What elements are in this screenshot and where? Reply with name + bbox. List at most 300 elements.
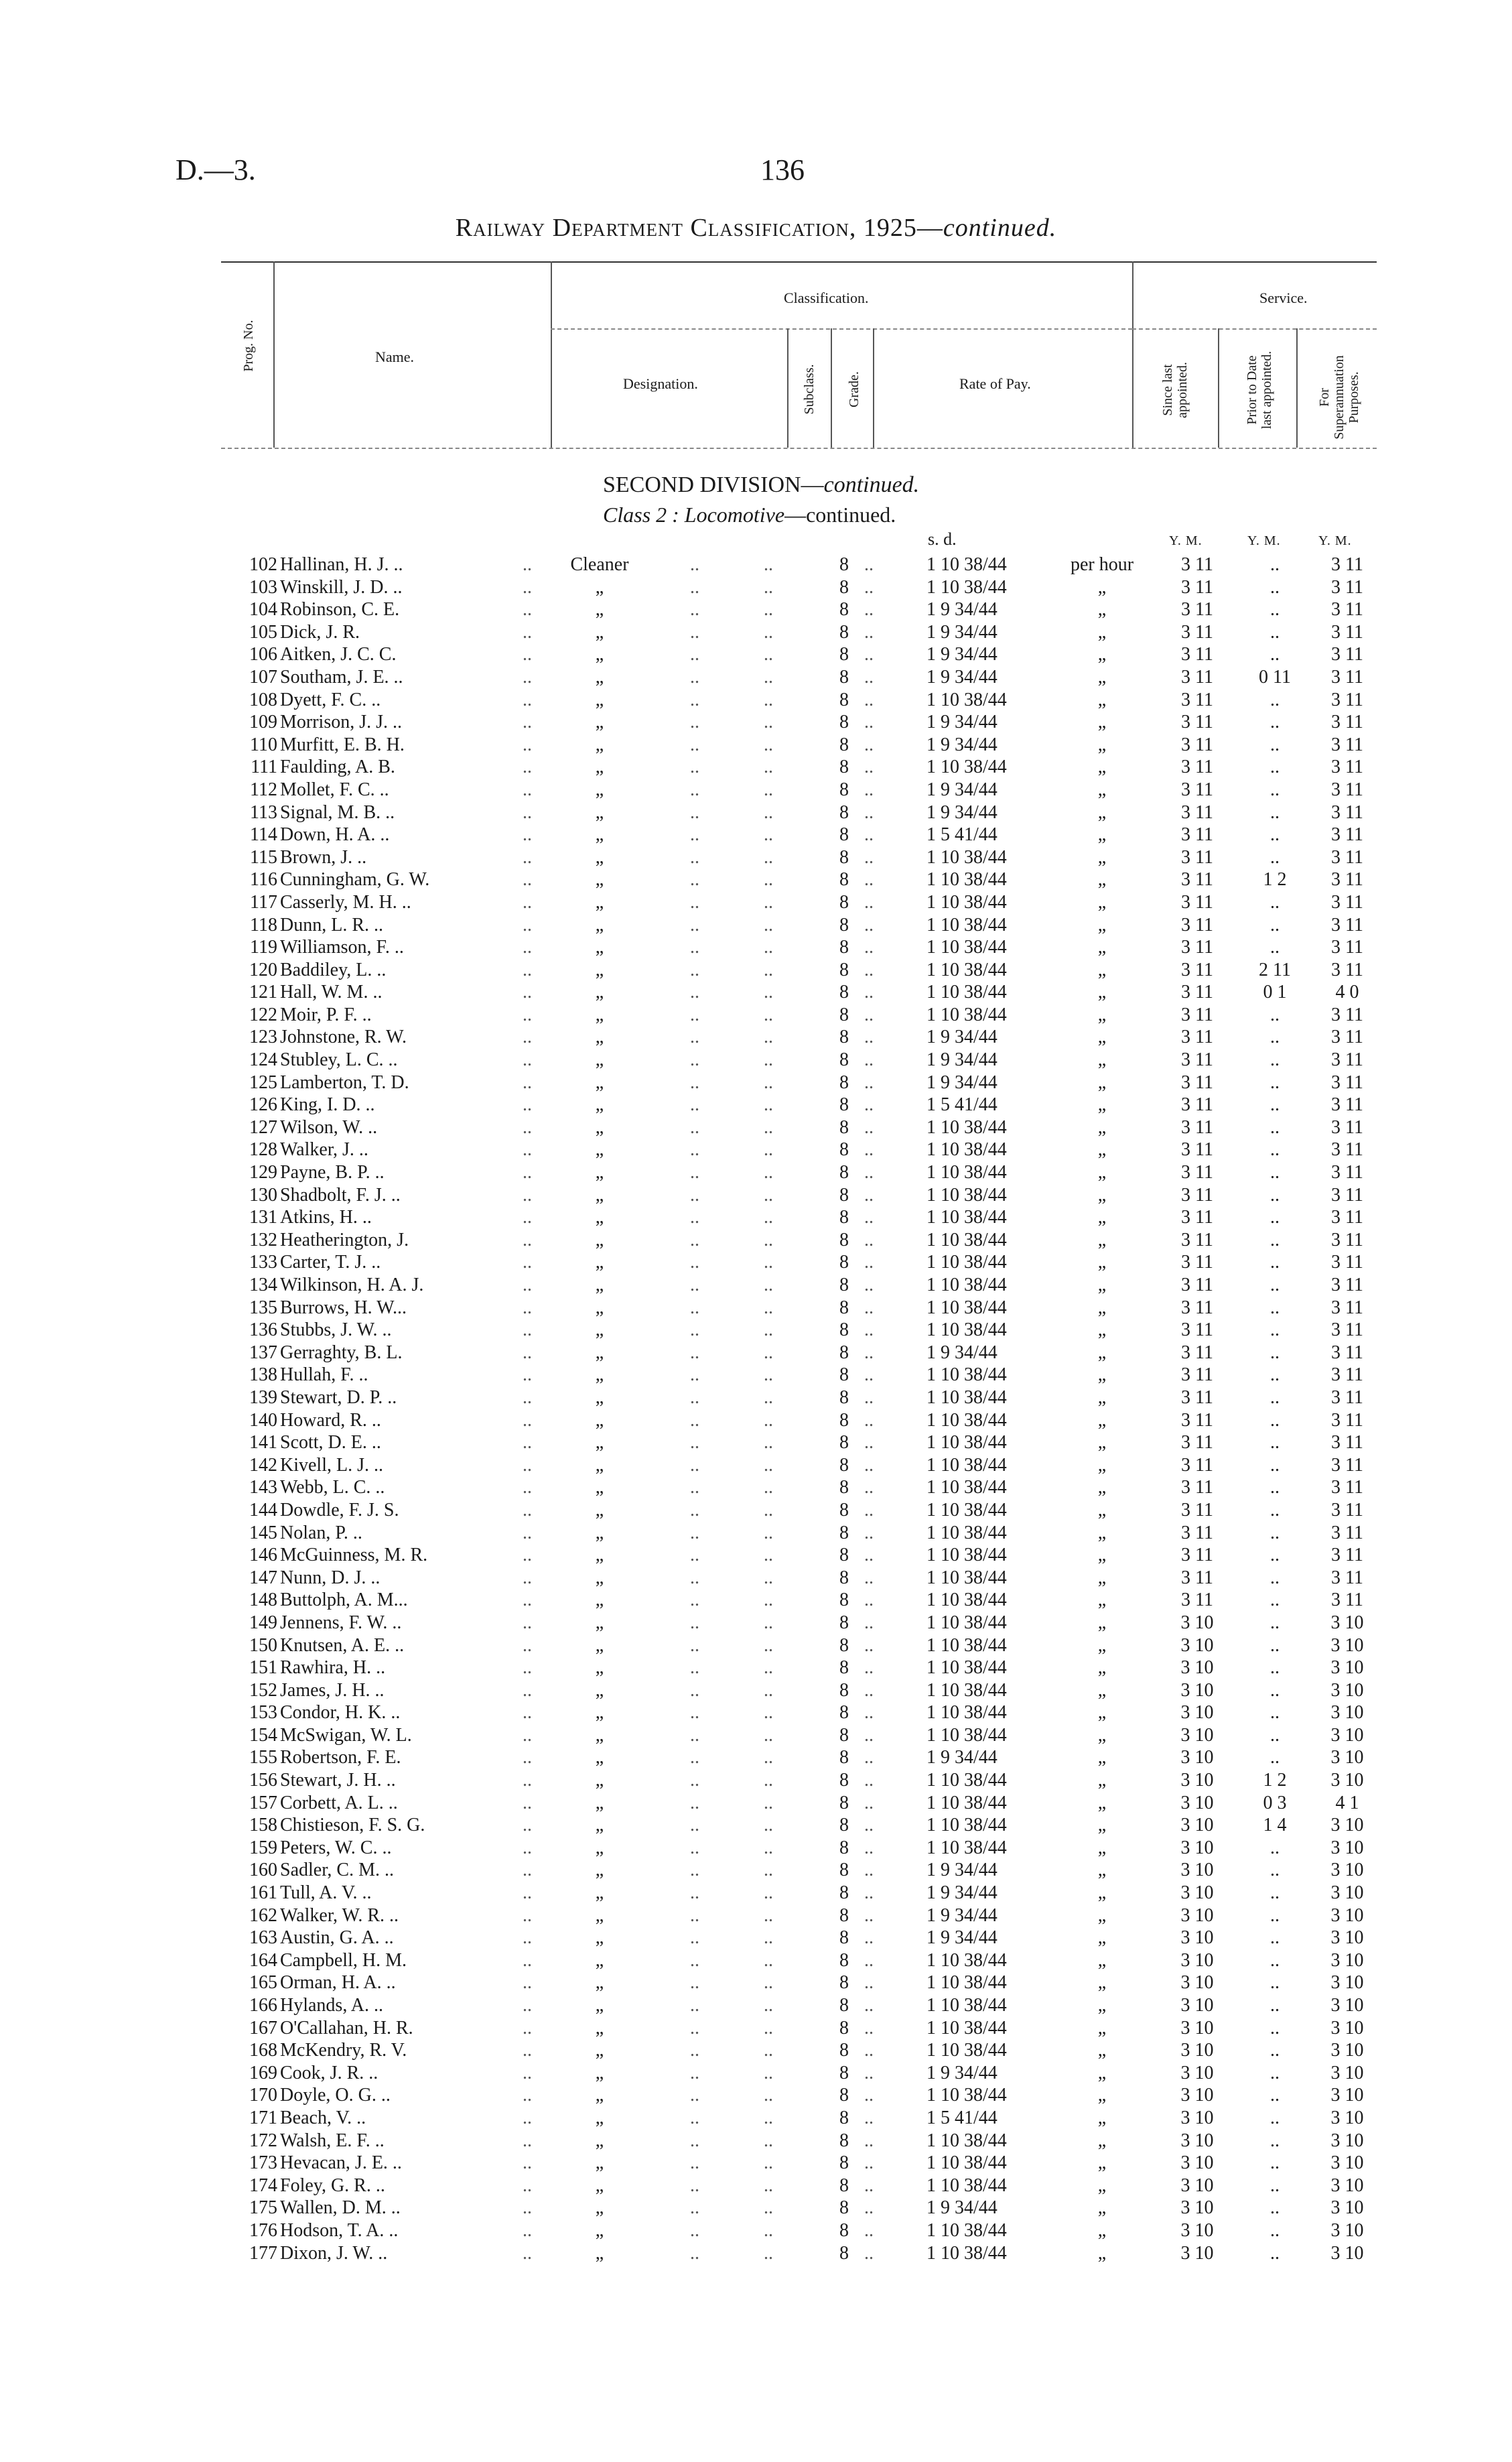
name-cell: McGuinness, M. R. [280,1545,428,1566]
rate-cell: 1 10 38/44 [926,846,1007,868]
leader-dots: .. [864,2219,874,2241]
grade-cell: 8 [839,734,849,755]
leader-dots: .. [690,1995,699,2016]
name-cell: Dixon, J. W. .. [280,2242,388,2264]
since-appointed-cell: 3 10 [1180,1860,1214,1881]
leader-dots: .. [523,1184,532,1206]
designation-cell: „ [595,824,604,846]
designation-cell: „ [595,621,604,643]
leader-dots: .. [523,1634,532,1656]
grade-cell: 8 [839,1342,849,1363]
name-cell: Dunn, L. R. .. [280,914,383,935]
rate-period-cell: „ [1097,1792,1107,1813]
since-appointed-cell: 3 10 [1180,2107,1214,2128]
superannuation-cell: 3 10 [1330,1612,1364,1633]
leader-dots: .. [764,1409,773,1431]
superannuation-cell: 3 10 [1330,1927,1364,1949]
table-row [0,2175,1512,2197]
leader-dots: .. [764,1499,773,1520]
rate-cell: 1 9 34/44 [926,1927,998,1949]
leader-dots: .. [864,1499,874,1520]
prog-no-cell: 172 [249,2130,277,2151]
rate-cell: 1 10 38/44 [926,1815,1007,1836]
name-cell: Southam, J. E. .. [280,666,403,688]
superannuation-cell: 3 10 [1330,2062,1364,2083]
rate-period-cell: „ [1097,2242,1107,2264]
table-row [0,666,1512,689]
rate-period-cell: „ [1097,1904,1107,1926]
designation-cell: „ [595,914,604,935]
since-appointed-cell: 3 10 [1180,1972,1214,1994]
designation-cell: „ [595,1657,604,1679]
leader-dots: .. [864,1162,874,1183]
rate-cell: 1 10 38/44 [926,1634,1007,1656]
leader-dots: .. [523,2062,532,2083]
rate-period-cell: „ [1097,576,1107,598]
name-cell: Stubley, L. C. .. [280,1049,398,1071]
since-appointed-cell: 3 11 [1181,1409,1213,1431]
grade-cell: 8 [839,1432,849,1453]
prior-service-cell: .. [1270,2152,1280,2174]
table-row [0,1522,1512,1545]
header-bottom-rule [221,448,1377,449]
rate-period-cell: „ [1097,1049,1107,1071]
table-row [0,868,1512,891]
designation-cell: „ [595,1184,604,1206]
superannuation-cell: 3 11 [1331,1072,1363,1093]
table-row [0,1297,1512,1319]
leader-dots: .. [690,621,699,643]
rate-period-cell: „ [1097,1567,1107,1588]
since-appointed-cell: 3 11 [1181,621,1213,643]
prior-service-cell: .. [1270,891,1280,913]
rate-cell: 1 10 38/44 [926,1499,1007,1520]
leader-dots: .. [690,1184,699,1206]
leader-dots: .. [764,1522,773,1543]
since-appointed-cell: 3 10 [1180,1634,1214,1656]
name-cell: Williamson, F. .. [280,937,404,958]
leader-dots: .. [690,1229,699,1250]
prog-no-cell: 156 [249,1770,277,1791]
grade-cell: 8 [839,1386,849,1408]
rate-cell: 1 9 34/44 [926,2062,998,2083]
table-row [0,1049,1512,1072]
table-row [0,2219,1512,2242]
superannuation-cell: 3 11 [1331,689,1363,710]
leader-dots: .. [523,1927,532,1949]
leader-dots: .. [690,2062,699,2083]
rate-cell: 1 10 38/44 [926,757,1007,778]
name-cell: Doyle, O. G. .. [280,2085,391,2106]
superannuation-cell: 3 11 [1331,779,1363,800]
superannuation-cell: 3 11 [1331,734,1363,755]
leader-dots: .. [864,1770,874,1791]
leader-dots: .. [690,2085,699,2106]
prior-service-cell: .. [1270,2219,1280,2241]
leader-dots: .. [690,937,699,958]
leader-dots: .. [523,1860,532,1881]
name-cell: Wallen, D. M. .. [280,2197,401,2219]
designation-cell: „ [595,1770,604,1791]
designation-cell: „ [595,1027,604,1048]
grade-cell: 8 [839,2242,849,2264]
leader-dots: .. [864,2107,874,2128]
designation-cell: „ [595,1679,604,1701]
superannuation-cell: 3 11 [1331,891,1363,913]
leader-dots: .. [523,1275,532,1295]
since-appointed-cell: 3 11 [1181,1229,1213,1250]
name-cell: Nolan, P. .. [280,1522,362,1543]
leader-dots: .. [764,1634,773,1656]
header-top-rule [221,261,1377,263]
leader-dots: .. [864,1747,874,1768]
superannuation-cell: 3 11 [1331,599,1363,621]
leader-dots: .. [690,2219,699,2241]
leader-dots: .. [764,599,773,621]
name-cell: Moir, P. F. .. [280,1004,372,1025]
prog-no-cell: 117 [250,891,277,913]
name-cell: Webb, L. C. .. [280,1477,385,1498]
leader-dots: .. [523,1815,532,1836]
leader-dots: .. [764,914,773,935]
grade-cell: 8 [839,1545,849,1566]
superannuation-cell: 3 11 [1331,554,1363,575]
leader-dots: .. [523,689,532,710]
leader-dots: .. [523,914,532,935]
name-cell: Chistieson, F. S. G. [280,1815,425,1836]
grade-cell: 8 [839,1364,849,1386]
name-cell: Scott, D. E. .. [280,1432,381,1453]
leader-dots: .. [523,1094,532,1116]
grade-cell: 8 [839,779,849,800]
prog-no-cell: 174 [249,2175,277,2196]
prior-service-cell: .. [1270,2175,1280,2196]
grade-cell: 8 [839,824,849,846]
designation-cell: „ [595,712,604,733]
superannuation-cell: 3 10 [1330,1770,1364,1791]
leader-dots: .. [690,1139,699,1161]
rate-period-cell: „ [1097,982,1107,1003]
leader-dots: .. [523,554,532,575]
leader-dots: .. [523,2085,532,2106]
leader-dots: .. [864,1297,874,1318]
since-appointed-cell: 3 11 [1181,937,1213,958]
page-number: 136 [760,153,805,186]
class-prefix: Class 2 : [603,503,679,527]
leader-dots: .. [764,1972,773,1994]
leader-dots: .. [690,734,699,755]
grade-cell: 8 [839,1724,849,1746]
superannuation-cell: 3 11 [1331,959,1363,980]
leader-dots: .. [523,1229,532,1250]
leader-dots: .. [864,757,874,778]
leader-dots: .. [523,621,532,643]
rate-period-cell: „ [1097,846,1107,868]
name-cell: Orman, H. A. .. [280,1972,396,1994]
leader-dots: .. [690,1049,699,1071]
prior-service-cell: .. [1270,824,1280,846]
leader-dots: .. [764,734,773,755]
prog-no-cell: 105 [249,621,277,643]
superannuation-cell: 3 11 [1331,1319,1363,1341]
leader-dots: .. [864,1815,874,1836]
superannuation-cell: 3 10 [1330,2219,1364,2241]
rate-cell: 1 9 34/44 [926,666,998,688]
designation-cell: „ [595,689,604,710]
grade-cell: 8 [839,1904,849,1926]
leader-dots: .. [864,1116,874,1138]
leader-dots: .. [523,801,532,823]
prior-service-cell: .. [1270,757,1280,778]
grade-cell: 8 [839,1657,849,1679]
prog-no-cell: 177 [249,2242,277,2264]
rate-period-cell: „ [1097,1386,1107,1408]
table-row [0,1094,1512,1116]
prog-no-cell: 109 [249,712,277,733]
since-appointed-cell: 3 10 [1180,1679,1214,1701]
designation-cell: „ [595,2085,604,2106]
superannuation-cell: 3 10 [1330,1972,1364,1994]
rate-period-cell: per hour [1070,554,1134,575]
leader-dots: .. [523,1162,532,1183]
name-cell: Jennens, F. W. .. [280,1612,402,1633]
leader-dots: .. [764,869,773,891]
rate-cell: 1 10 38/44 [926,2242,1007,2264]
prior-service-cell: .. [1270,1094,1280,1116]
rate-cell: 1 10 38/44 [926,1184,1007,1206]
header-subclass: Subclass. [802,364,817,415]
leader-dots: .. [864,824,874,846]
prior-service-cell: .. [1270,1679,1280,1701]
leader-dots: .. [523,1949,532,1971]
grade-cell: 8 [839,959,849,980]
rate-cell: 1 9 34/44 [926,621,998,643]
leader-dots: .. [523,1567,532,1588]
leader-dots: .. [864,1904,874,1926]
prior-service-cell: .. [1270,1432,1280,1453]
name-cell: Shadbolt, F. J. .. [280,1184,401,1206]
rate-cell: 1 9 34/44 [926,1027,998,1048]
since-appointed-cell: 3 11 [1181,1004,1213,1025]
leader-dots: .. [523,1904,532,1926]
name-cell: Aitken, J. C. C. [280,644,397,665]
prior-service-cell: .. [1270,2017,1280,2038]
since-appointed-cell: 3 10 [1180,1837,1214,1858]
superannuation-cell: 3 10 [1330,1882,1364,1904]
prog-no-cell: 120 [249,959,277,980]
superannuation-cell: 3 11 [1331,1342,1363,1363]
name-cell: Robinson, C. E. [280,599,400,621]
leader-dots: .. [864,937,874,958]
leader-dots: .. [864,2040,874,2061]
superannuation-cell: 3 11 [1331,801,1363,823]
prior-service-cell: .. [1270,1702,1280,1724]
rate-period-cell: „ [1097,2130,1107,2151]
grade-cell: 8 [839,1837,849,1858]
leader-dots: .. [764,1949,773,1971]
rate-period-cell: „ [1097,2017,1107,2038]
prior-service-cell: .. [1270,2197,1280,2219]
leader-dots: .. [764,1477,773,1498]
leader-dots: .. [523,1995,532,2016]
superannuation-cell: 3 11 [1331,1252,1363,1273]
since-appointed-cell: 3 11 [1181,1139,1213,1161]
leader-dots: .. [690,2017,699,2038]
prior-service-cell: .. [1270,1860,1280,1881]
leader-dots: .. [764,1297,773,1318]
since-appointed-cell: 3 10 [1180,2219,1214,2241]
prior-service-cell: .. [1270,1409,1280,1431]
leader-dots: .. [864,1454,874,1476]
page-title-main: Railway Department Classification, 1925— [455,214,943,242]
grade-cell: 8 [839,801,849,823]
rate-cell: 1 10 38/44 [926,1679,1007,1701]
leader-dots: .. [523,757,532,778]
page-reference: D.—3. [176,153,256,186]
prog-no-cell: 118 [250,914,277,935]
grade-cell: 8 [839,1612,849,1633]
since-appointed-cell: 3 10 [1180,1949,1214,1971]
grade-cell: 8 [839,2175,849,2196]
header-superannuation: For Superannuation Purposes. [1317,355,1361,440]
leader-dots: .. [523,2040,532,2061]
designation-cell: „ [595,1386,604,1408]
rate-period-cell: „ [1097,1162,1107,1183]
prior-service-cell: .. [1270,1207,1280,1228]
prior-service-cell: 2 11 [1259,959,1291,980]
leader-dots: .. [764,846,773,868]
name-cell: Mollet, F. C. .. [280,779,389,800]
rate-period-cell: „ [1097,1094,1107,1116]
since-appointed-cell: 3 10 [1180,2130,1214,2151]
leader-dots: .. [764,1724,773,1746]
page-title-suffix: continued. [943,214,1057,242]
designation-cell: „ [595,982,604,1003]
leader-dots: .. [764,1567,773,1588]
leader-dots: .. [523,2197,532,2219]
prog-no-cell: 129 [249,1162,277,1183]
grade-cell: 8 [839,1995,849,2016]
leader-dots: .. [690,1207,699,1228]
leader-dots: .. [523,1139,532,1161]
leader-dots: .. [864,554,874,575]
name-cell: Johnstone, R. W. [280,1027,407,1048]
rate-cell: 1 10 38/44 [926,982,1007,1003]
rate-period-cell: „ [1097,914,1107,935]
grade-cell: 8 [839,1049,849,1071]
grade-cell: 8 [839,1229,849,1250]
rate-cell: 1 10 38/44 [926,1590,1007,1611]
prior-service-cell: .. [1270,1995,1280,2016]
leader-dots: .. [864,1275,874,1295]
grade-cell: 8 [839,1815,849,1836]
leader-dots: .. [690,1949,699,1971]
prior-service-cell: .. [1270,1522,1280,1543]
prog-no-cell: 163 [249,1927,277,1949]
prog-no-cell: 155 [249,1747,277,1768]
rate-period-cell: „ [1097,2175,1107,2196]
leader-dots: .. [690,1882,699,1904]
table-row [0,1679,1512,1702]
rate-cell: 1 10 38/44 [926,2040,1007,2061]
rate-period-cell: „ [1097,1477,1107,1498]
superannuation-cell: 3 11 [1331,846,1363,868]
prog-no-cell: 134 [249,1275,277,1295]
table-row [0,1431,1512,1454]
leader-dots: .. [764,1139,773,1161]
leader-dots: .. [523,1770,532,1791]
leader-dots: .. [690,1072,699,1093]
leader-dots: .. [864,2197,874,2219]
designation-cell: „ [595,1342,604,1363]
grade-cell: 8 [839,621,849,643]
leader-dots: .. [690,1634,699,1656]
grade-cell: 8 [839,1454,849,1476]
prog-no-cell: 149 [249,1612,277,1633]
prog-no-cell: 119 [250,937,277,958]
leader-dots: .. [864,1949,874,1971]
table-row [0,824,1512,846]
since-appointed-cell: 3 11 [1181,1162,1213,1183]
grade-cell: 8 [839,869,849,891]
prior-service-cell: .. [1270,1004,1280,1025]
table-row [0,1274,1512,1297]
leader-dots: .. [690,1724,699,1746]
leader-dots: .. [764,1747,773,1768]
grade-cell: 8 [839,1882,849,1904]
rate-period-cell: „ [1097,1679,1107,1701]
since-appointed-cell: 3 10 [1180,1702,1214,1724]
header-service: Service. [1259,289,1308,306]
leader-dots: .. [523,1454,532,1476]
leader-dots: .. [523,1342,532,1363]
leader-dots: .. [690,644,699,665]
table-row [0,2152,1512,2175]
grade-cell: 8 [839,666,849,688]
prior-service-cell: .. [1270,1139,1280,1161]
table-row [0,1634,1512,1657]
leader-dots: .. [523,1792,532,1813]
designation-cell: „ [595,2175,604,2196]
unit-years-months-super: Y. M. [1318,533,1352,548]
prior-service-cell: .. [1270,1882,1280,1904]
leader-dots: .. [523,734,532,755]
grade-cell: 8 [839,1702,849,1724]
since-appointed-cell: 3 11 [1181,1297,1213,1318]
leader-dots: .. [523,1590,532,1611]
leader-dots: .. [690,959,699,980]
rate-period-cell: „ [1097,644,1107,665]
designation-cell: „ [595,1004,604,1025]
divider-name [551,261,552,448]
superannuation-cell: 3 11 [1331,1590,1363,1611]
rate-cell: 1 10 38/44 [926,1319,1007,1341]
designation-cell: „ [595,1724,604,1746]
superannuation-cell: 3 10 [1330,1904,1364,1926]
superannuation-cell: 3 11 [1331,1207,1363,1228]
rate-cell: 1 9 34/44 [926,801,998,823]
leader-dots: .. [690,1815,699,1836]
rate-period-cell: „ [1097,1139,1107,1161]
grade-cell: 8 [839,1139,849,1161]
prior-service-cell: .. [1270,1162,1280,1183]
leader-dots: .. [864,1072,874,1093]
prog-no-cell: 148 [249,1590,277,1611]
superannuation-cell: 3 10 [1330,1860,1364,1881]
rate-period-cell: „ [1097,1882,1107,1904]
header-designation: Designation. [623,375,698,392]
leader-dots: .. [764,2017,773,2038]
